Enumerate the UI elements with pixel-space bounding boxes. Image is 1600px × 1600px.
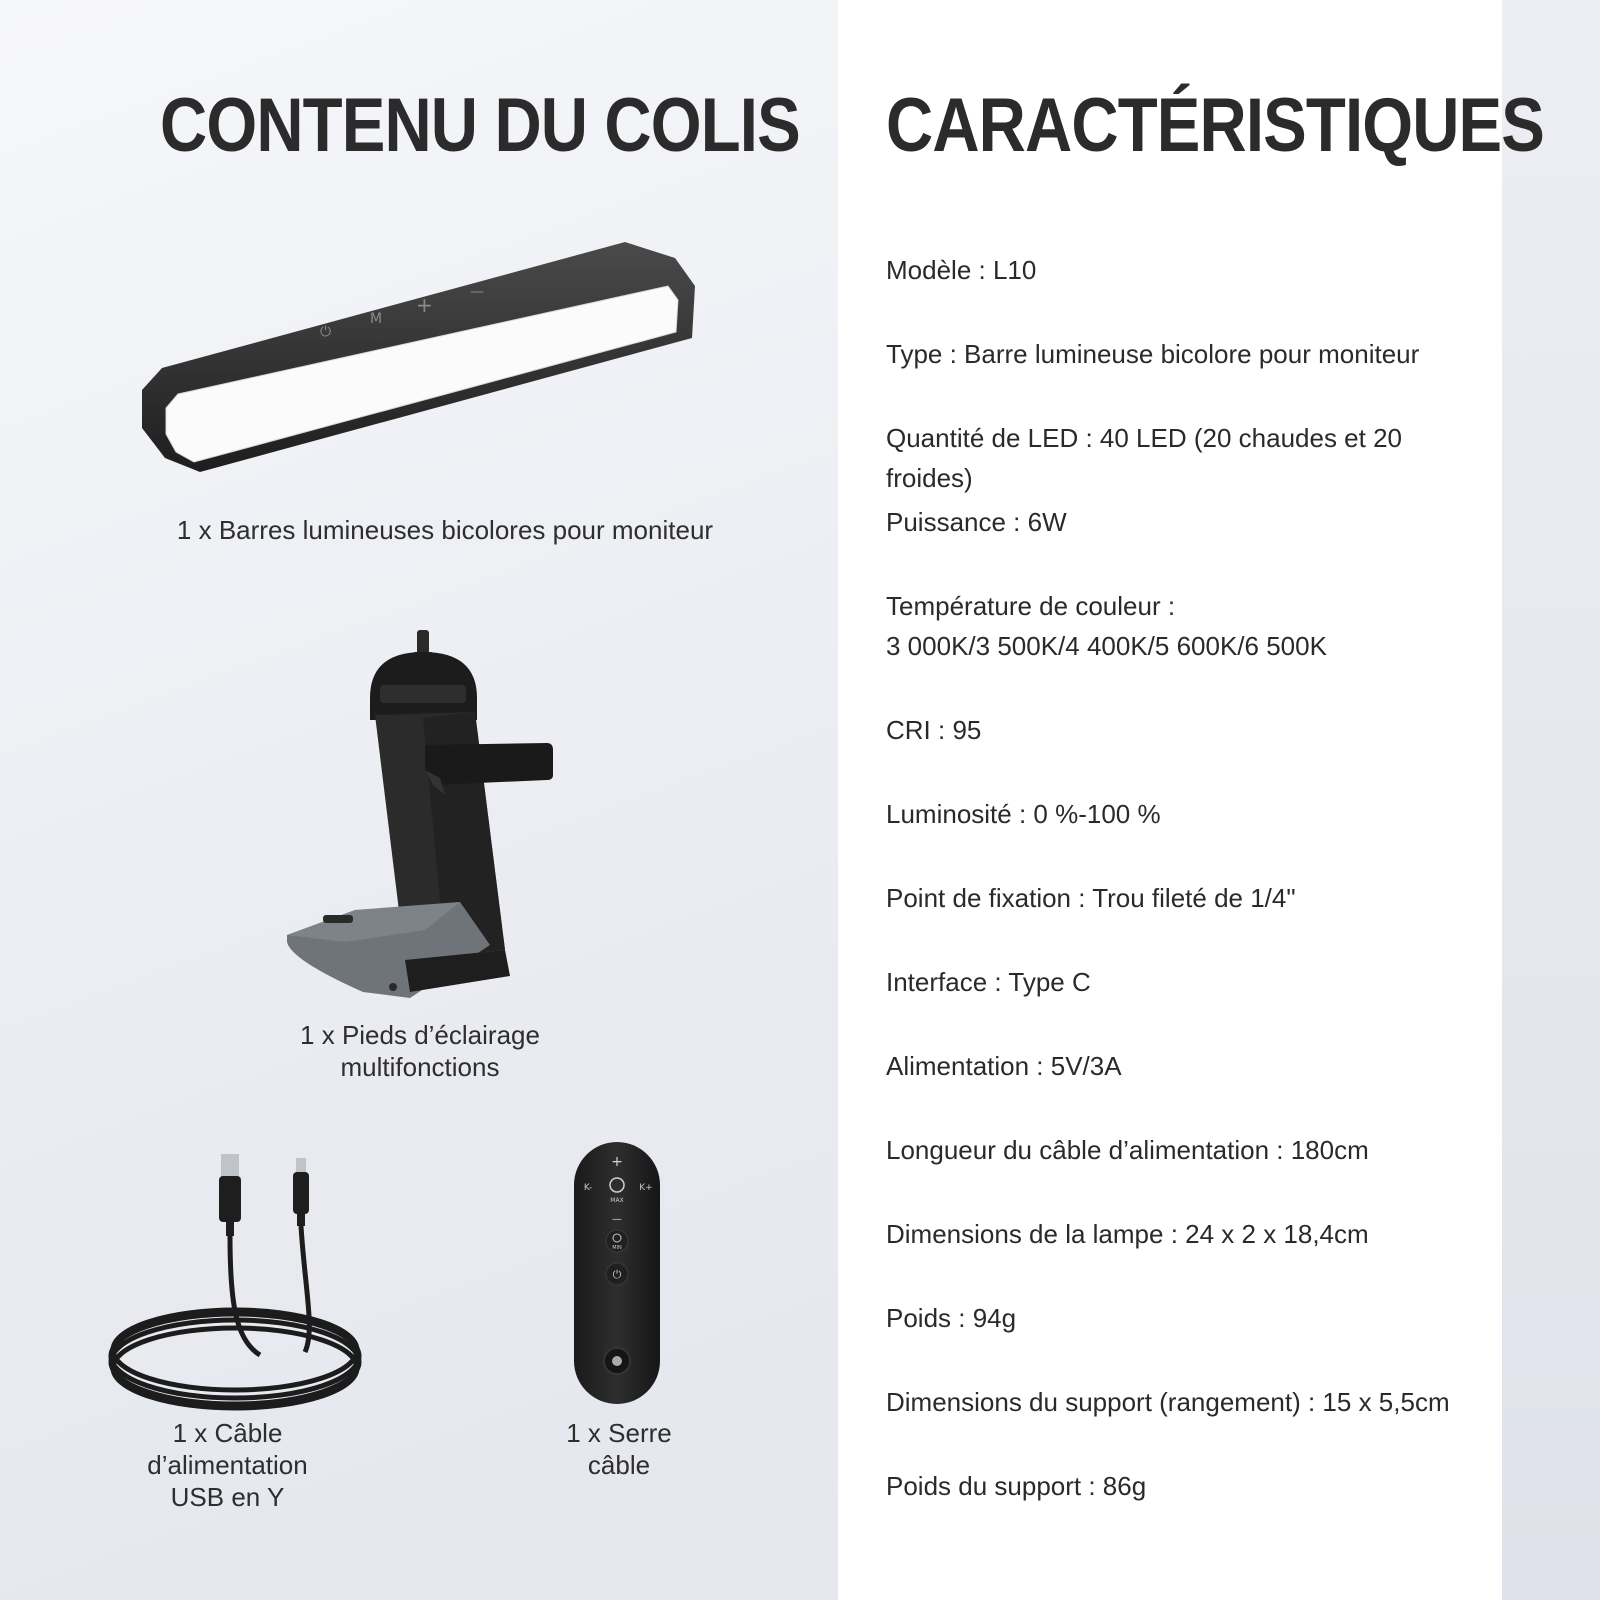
spec-power: Puissance : 6W bbox=[886, 507, 1067, 537]
right-edge-strip bbox=[1502, 0, 1600, 1600]
package-item-light-bar: 1 x Barres lumineuses bicolores pour moniteur bbox=[176, 515, 714, 545]
spec-model: Modèle : L10 bbox=[886, 255, 1037, 285]
spec-stand-dimensions: Dimensions du support (rangement) : 15 x 5,5cm bbox=[886, 1387, 1450, 1417]
remote-max-label: MAX bbox=[610, 1197, 624, 1204]
spec-lamp-dimensions: Dimensions de la lampe : 24 x 2 x 18,4cm bbox=[886, 1219, 1369, 1249]
light-bar-minus-icon: — bbox=[470, 284, 484, 300]
light-bar-mode-label: M bbox=[370, 311, 383, 327]
spec-interface: Interface : Type C bbox=[886, 967, 1091, 997]
specifications-title: CARACTÉRISTIQUES bbox=[886, 83, 1545, 168]
spec-power-supply: Alimentation : 5V/3A bbox=[886, 1051, 1122, 1081]
package-item-usb-cable: 1 x Câble d’alimentation USB en Y bbox=[147, 1418, 308, 1512]
light-bar-image bbox=[140, 240, 700, 480]
spec-color-temperature: Température de couleur : 3 000K/3 500K/4 400K/5 600K/6 500K bbox=[886, 591, 1327, 661]
spec-cable-length: Longueur du câble d’alimentation : 180cm bbox=[886, 1135, 1369, 1165]
spec-type: Type : Barre lumineuse bicolore pour moniteur bbox=[886, 339, 1420, 369]
remote-minus-label: — bbox=[612, 1214, 622, 1225]
remote-control-image bbox=[570, 1138, 665, 1408]
package-contents-title: CONTENU DU COLIS bbox=[160, 83, 800, 168]
package-item-cable-tie: 1 x Serre câble bbox=[566, 1418, 672, 1480]
spec-brightness: Luminosité : 0 %-100 % bbox=[886, 799, 1161, 829]
spec-mount-point: Point de fixation : Trou fileté de 1/4" bbox=[886, 883, 1296, 913]
spec-cri: CRI : 95 bbox=[886, 715, 982, 745]
spec-stand-weight: Poids du support : 86g bbox=[886, 1471, 1147, 1501]
usb-cable-image bbox=[100, 1140, 370, 1410]
remote-k-minus-label: K- bbox=[583, 1183, 593, 1193]
light-bar-plus-icon: + bbox=[416, 293, 433, 317]
spec-weight: Poids : 94g bbox=[886, 1303, 1017, 1333]
remote-k-plus-label: K+ bbox=[639, 1183, 653, 1193]
light-bar-power-icon: ⏻ bbox=[320, 324, 332, 340]
remote-min-label: MIN bbox=[612, 1245, 622, 1251]
remote-plus-label: + bbox=[611, 1154, 623, 1170]
spec-led-quantity: Quantité de LED : 40 LED (20 chaudes et 20 froides) bbox=[886, 423, 1403, 493]
package-item-stand: 1 x Pieds d’éclairage multifonctions bbox=[300, 1020, 540, 1082]
stand-image bbox=[285, 630, 555, 1005]
remote-power-icon: ⏻ bbox=[612, 1268, 622, 1281]
